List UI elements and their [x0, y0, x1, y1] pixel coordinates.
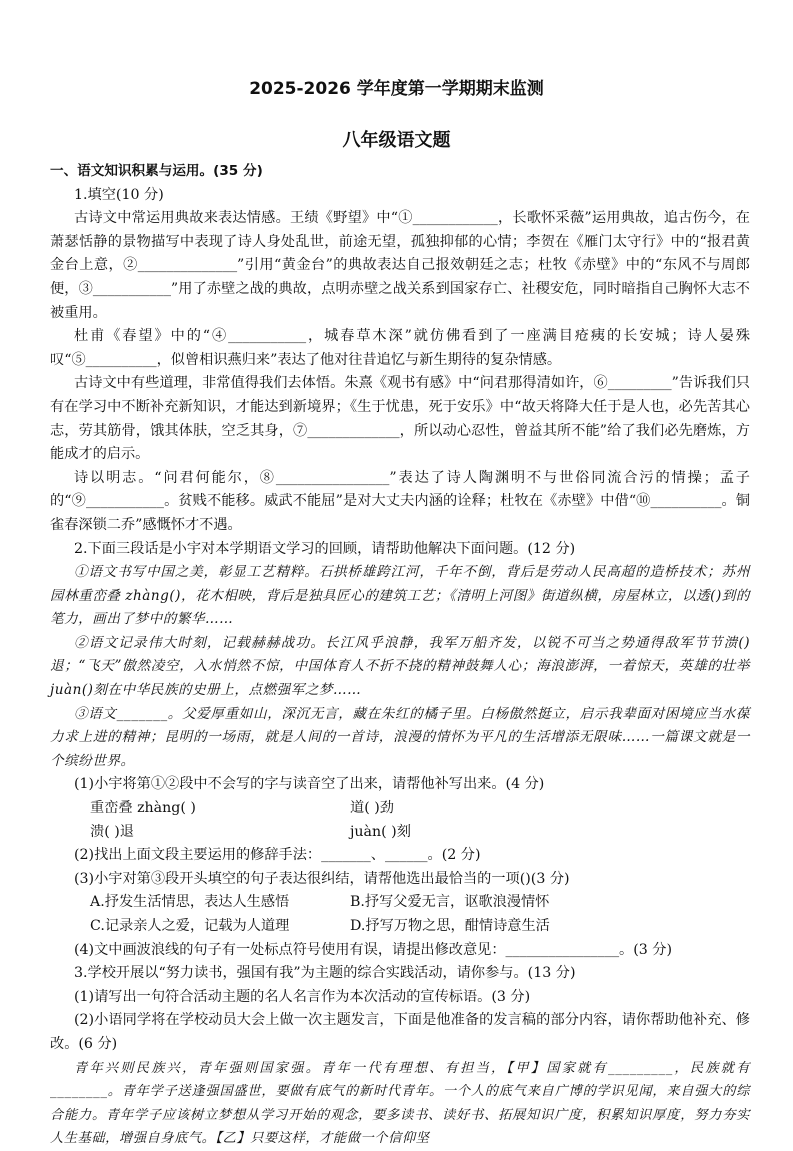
- blank-item: 道( )劲: [350, 800, 394, 817]
- passage-paragraph: ③语文_______。父爱厚重如山，深沉无言，藏在朱红的橘子里。白杨傲然挺立，启示我辈面对困境应当水葆力求上进的精神；昆明的一场雨，就是人间的一首诗，浪漫的情怀为平凡的生活增添无限味……一篇课文就是一个缤纷世界。: [50, 705, 750, 769]
- speech-passage: 青年兴则民族兴，青年强则国家强。青年一代有理想、有担当，【甲】国家就有_________，民族就有________。青年学子送逢强国盛世，要做有底气的新时代青年。一个人的底气来自广博的学识见闻，来自强大的综合能力。青年学子应该树立梦想从学习开始的观念，要多读书、读好书、拓展知识广度，积累知识厚度，努力夯实人生基础，增强自身底气。【乙】只要这样，才能做一个信仰坚: [50, 1060, 750, 1147]
- option-row: [50, 891, 750, 915]
- option-c: C.记录亲人之爱，记载为人道理: [90, 918, 290, 934]
- blank-row: [50, 797, 750, 821]
- exam-body: [50, 160, 750, 1151]
- sub-question: (3)小宇对第③段开头填空的句子表达很纠结，请帮他选出最恰当的一项()(3 分): [74, 870, 570, 887]
- blank-item: 溃( )退: [90, 823, 134, 840]
- question-heading: 2.下面三段话是小宇对本学期语文学习的回顾，请帮助他解决下面问题。(12 分): [74, 540, 576, 557]
- paragraph: 古诗文中常运用典故来表达情感。王绩《野望》中“①____________，长歌怀采薇”运用典故，追古伤今，在萧瑟恬静的景物描写中表现了诗人身处乱世，前途无望，孤独抑郁的心情；李贺在《雁门太守行》中的“报君黄金台上意，②______________”引用“黄金台”的典故表达自己报效朝廷之志；杜牧《赤壁》中的“东风不与周郎便，③___________”用了赤壁之战的典故，点明赤壁之战关系到国家存亡、社稷安危，同时暗指自己胸怀大志不被重用。: [50, 210, 750, 321]
- paragraph: 古诗文中有些道理，非常值得我们去体悟。朱熹《观书有感》中“问君那得清如许，⑥_________”告诉我们只有在学习中不断补充新知识，才能达到新境界；《生于忧患，死于安乐》中“故天将降大任于是人也，必先苦其心志，劳其筋骨，饿其体肤，空乏其身，⑦_____________，所以动心忍性，曾益其所不能”给了我们必先磨炼，方能成才的启示。: [50, 375, 750, 463]
- paragraph: 杜甫《春望》中的“④___________，城春草木深”就仿佛看到了一座满目疮痍的长安城；诗人晏殊叹“⑤__________，似曾相识燕归来”表达了他对往昔追忆与新生期待的复杂情感。: [50, 328, 750, 368]
- sub-question: (2)小语同学将在学校动员大会上做一次主题发言，下面是他准备的发言稿的部分内容，请你帮助他补充、修改。(6 分): [50, 1012, 750, 1052]
- option-d: D.抒写万物之思，酣情诗意生活: [350, 918, 550, 934]
- passage-paragraph: ①语文书写中国之美，彰显工艺精粹。石拱桥雄跨江河，千年不倒，背后是劳动人民高超的造桥技术；苏州园林重峦叠 zhàng()，花木相映，背后是独具匠心的建筑工艺；《清明上河图》街道纵横，房屋林立，以透()到的笔力，画出了梦中的繁华……: [50, 564, 750, 628]
- question-heading: 3.学校开展以“努力读书，强国有我”为主题的综合实践活动，请你参与。(13 分): [74, 965, 576, 982]
- sub-question: (4)文中画波浪线的句子有一处标点符号使用有误，请提出修改意见：________________。(3 分): [74, 941, 673, 958]
- blank-item: juàn( )刻: [350, 823, 411, 840]
- question-heading: 1.填空(10 分): [74, 186, 164, 203]
- exam-title: 2025-2026 学年度第一学期期末监测: [249, 79, 544, 99]
- sub-question: (1)小宇将第①②段中不会写的字与读音空了出来，请帮他补写出来。(4 分): [74, 776, 545, 793]
- sub-question: (2)找出上面文段主要运用的修辞手法：_______、______。(2 分): [74, 847, 481, 864]
- exam-subtitle: 八年级语文题: [342, 130, 451, 151]
- section-heading: 一、语文知识积累与运用。(35 分): [50, 163, 263, 179]
- option-a: A.抒发生活情思，表达人生感悟: [90, 894, 290, 911]
- blank-row: [50, 821, 750, 845]
- paragraph: 诗以明志。“问君何能尔，⑧________________”表达了诗人陶渊明不与世俗同流合污的情操；孟子的“⑨___________。贫贱不能移。威武不能屈”是对大丈夫内涵的诠释；杜牧在《赤壁》中借“⑩__________。铜雀春深锁二乔”感慨怀才不遇。: [50, 469, 750, 533]
- blank-item: 重峦叠 zhàng( ): [90, 800, 196, 817]
- option-b: B.抒写父爱无言，讴歌浪漫情怀: [350, 894, 550, 911]
- passage-paragraph: ②语文记录伟大时刻，记载赫赫战功。长江风乎浪静，我军万船齐发，以锐不可当之势通得敌军节节溃()退；“飞天”傲然凌空，入水悄然不惊，中国体育人不折不挠的精神鼓舞人心；海浪澎湃，一着惊天，英雄的壮举 juàn()刻在中华民族的史册上，点燃强军之梦……: [50, 634, 750, 699]
- sub-question: (1)请写出一句符合活动主题的名人名言作为本次活动的宣传标语。(3 分): [74, 988, 531, 1005]
- option-row: [50, 915, 750, 939]
